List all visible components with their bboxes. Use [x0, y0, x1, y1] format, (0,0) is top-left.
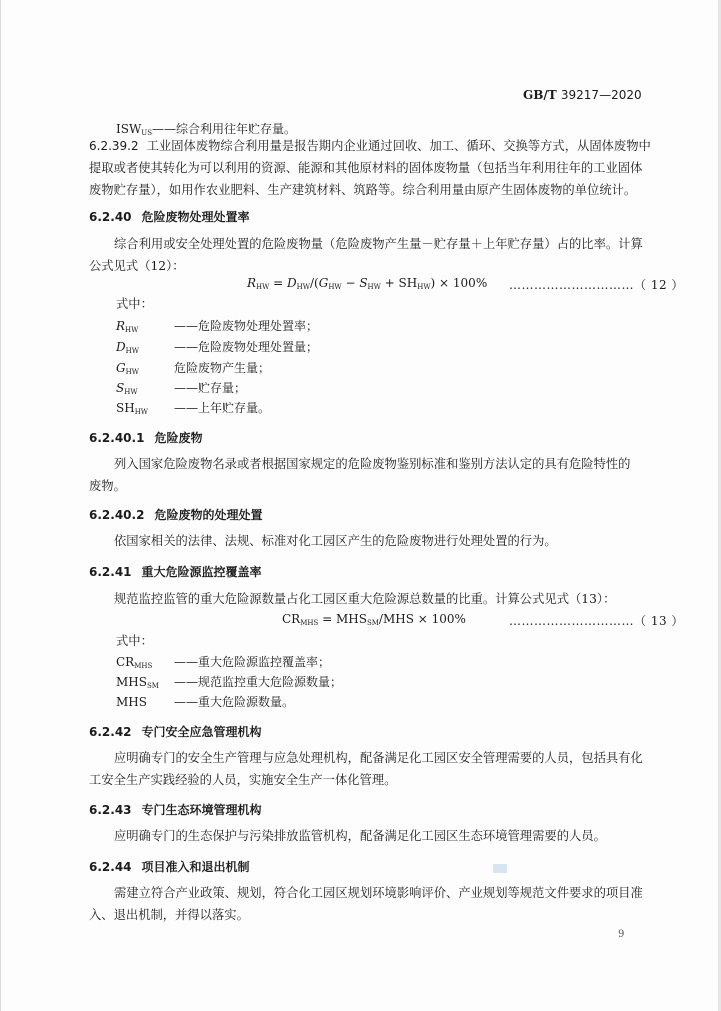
equation-number-13: …………………………（ 13 ）: [509, 614, 684, 628]
variable-mhs-sm: $MHS_{SM}$ ——规范监控重大危险源数量；: [116, 675, 343, 690]
heading-6-2-40-1: 6.2.40.1 危险废物: [89, 431, 203, 445]
variable-mhs: MHS ——重大危险源数量。: [116, 695, 295, 709]
heading-6-2-44: 6.2.44 项目准入和退出机制: [89, 860, 250, 874]
paragraph-6-2-43: 应明确专门的生态保护与污染排放监管机构，配备满足化工园区生态环境管理需要的人员。: [114, 829, 606, 843]
paragraph-6-2-42: 应明确专门的安全生产管理与应急处理机构，配备满足化工园区安全管理需要的人员，包括具有化 工安全生产实践经验的人员，实施安全生产一体化管理。: [89, 751, 643, 787]
heading-6-2-43: 6.2.43 专门生态环境管理机构: [89, 803, 262, 817]
paragraph-6-2-40-2: 依国家相关的法律、法规、标准对化工园区产生的危险废物进行处理处置的行为。: [114, 534, 557, 548]
paragraph-6-2-40-1: 列入国家危险废物名录或者根据国家规定的危险废物鉴别标准和鉴别方法认定的具有危险特性的 废物。: [89, 457, 631, 493]
paragraph-6-2-44: 需建立符合产业政策、规划，符合化工园区规划环境影响评价、产业规划等规范文件要求的项目准 入、退出机制，并得以落实。: [89, 886, 643, 922]
standard-prefix: GB/T: [523, 88, 557, 102]
variable-s-hw: $S_{HW}$ ——贮存量；: [116, 381, 247, 396]
variable-g-hw: $G_{HW}$ 危险废物产生量；: [116, 361, 271, 376]
standard-code: [523, 88, 642, 102]
variable-d-hw: $D_{HW}$ ——危险废物处理处置量；: [116, 340, 319, 355]
heading-6-2-40: 6.2.40 危险废物处理处置率: [89, 210, 250, 224]
heading-6-2-42: 6.2.42 专门安全应急管理机构: [89, 725, 262, 739]
variable-r-hw: $R_{HW}$ ——危险废物处理处置率；: [116, 319, 319, 334]
variable-sh-hw: $SH_{HW}$ ——上年贮存量。: [116, 401, 271, 416]
variable-cr-mhs: $CR_{MHS}$ ——重大危险源监控覆盖率；: [116, 655, 331, 670]
heading-6-2-40-2: 6.2.40.2 危险废物的处理处置: [89, 508, 263, 522]
equation-number-12: …………………………（ 12 ）: [509, 278, 684, 292]
variable-isw-us: $ISW_{US}——$综合利用往年贮存量。: [116, 122, 297, 137]
standard-number: 39217—2020: [560, 88, 642, 102]
paragraph-6-2-40: 综合利用或安全处理处置的危险废物量（危险废物产生量－贮存量＋上年贮存量）占的比率。计算 公式见式（12）：: [89, 237, 643, 273]
watermark-mark: [493, 864, 507, 873]
clause-6-2-39-2: 6.2.39.2 工业固体废物综合利用量是报告期内企业通过回收、加工、循环、交换等方式，从固体废物中 提取或者使其转化为可以利用的资源、能源和其他原材料的固体废物量（包括当年利用往年的工业固体 废物贮存量），如用作农业肥料、生产建筑材料、筑路等。综合利用量由原产生固体废物的单位统计。: [89, 139, 651, 197]
formula-13: $CR_{MHS} = MHS_{SM}/MHS \times 100\%$: [282, 612, 466, 627]
where-label: 式中：: [116, 634, 153, 648]
where-label: 式中：: [116, 297, 153, 311]
heading-6-2-41: 6.2.41 重大危险源监控覆盖率: [89, 565, 262, 579]
paragraph-6-2-41: 规范监控监管的重大危险源数量占化工园区重大危险源总数量的比重。计算公式见式（13）：: [114, 592, 616, 606]
page-number: 9: [618, 929, 625, 940]
formula-12: $R_{HW} = D_{HW}/(G_{HW} - S_{HW} + SH_{HW}) \times 100\%$: [247, 276, 488, 291]
